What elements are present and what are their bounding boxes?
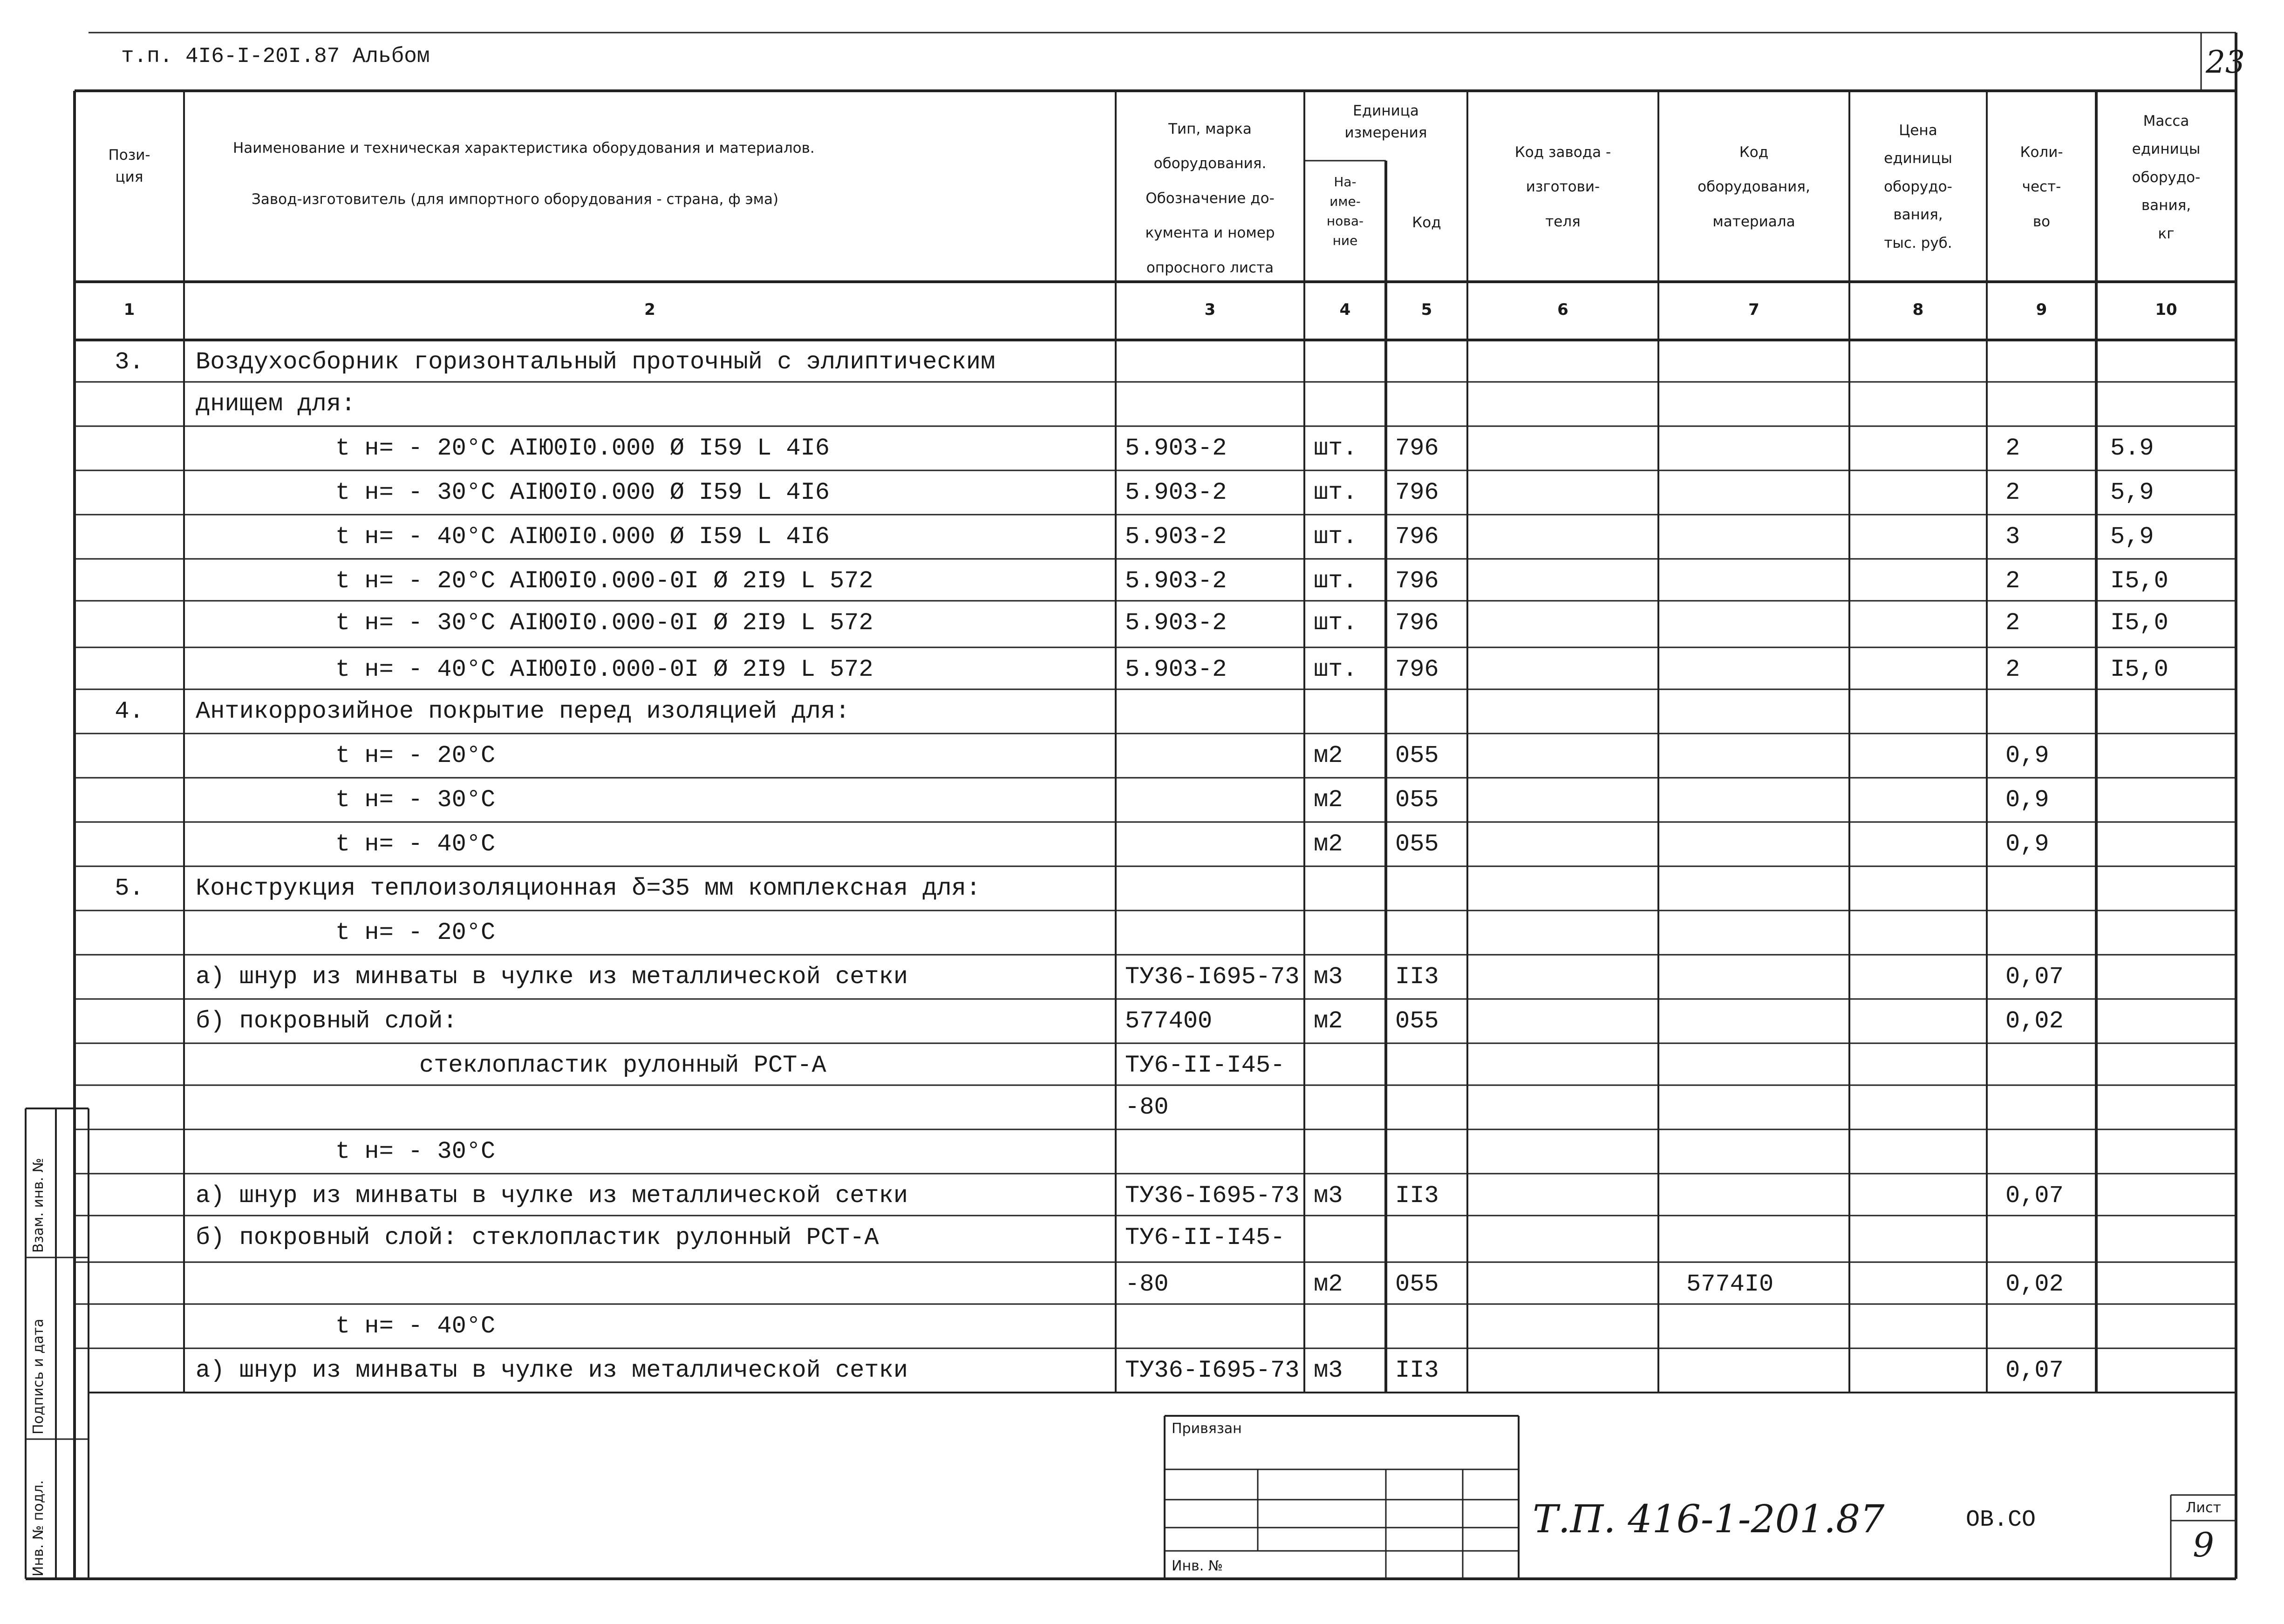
header-position: Пози- ция [108, 147, 150, 185]
header-name-line1: Наименование и техническая характеристика оборудования и материалов. [233, 140, 815, 156]
row-name: днищем для: [196, 390, 356, 418]
row-type: 5.903-2 [1125, 609, 1227, 637]
row-code: 796 [1395, 609, 1439, 637]
row-mat: 5774I0 [1686, 1271, 1774, 1298]
row-name: t н= - 30°С [335, 786, 496, 814]
row-name: t н= - 20°С АIЮ0I0.000 Ø I59 L 4I6 [335, 435, 830, 462]
row-type: 5.903-2 [1125, 523, 1227, 550]
row-qty: 0,07 [2005, 963, 2064, 991]
row-name: t н= - 40°С [335, 1312, 496, 1340]
column-number: 5 [1421, 300, 1432, 319]
header-unit-name: На- име- нова- ние [1326, 174, 1364, 248]
column-number: 7 [1748, 300, 1759, 319]
row-name: t н= - 30°С АIЮ0I0.000 Ø I59 L 4I6 [335, 479, 830, 506]
row-qty: 2 [2005, 479, 2020, 506]
column-number: 1 [123, 300, 135, 319]
column-number: 8 [1912, 300, 1924, 319]
row-type: 5.903-2 [1125, 656, 1227, 683]
row-name: t н= - 30°С [335, 1138, 496, 1165]
row-qty: 2 [2005, 435, 2020, 462]
column-number: 10 [2155, 300, 2177, 319]
header-quantity: Коли- чест- во [2020, 144, 2063, 230]
row-qty: 0,9 [2005, 742, 2049, 769]
row-name: Конструкция теплоизоляционная δ=35 мм комплексная для: [196, 875, 981, 902]
row-mass: I5,0 [2110, 609, 2168, 637]
row-unit: шт. [1314, 656, 1357, 683]
row-unit: м3 [1314, 1182, 1343, 1210]
row-code: 796 [1395, 567, 1439, 595]
side-label-replacement-inventory: Взам. инв. № [30, 1158, 47, 1253]
row-code: II3 [1395, 1182, 1439, 1210]
header-mass: Масса единицы оборудо- вания, кг [2132, 113, 2201, 242]
row-type: 577400 [1125, 1007, 1213, 1035]
row-name: t н= - 20°С АIЮ0I0.000-0I Ø 2I9 L 572 [335, 567, 873, 595]
row-code: 055 [1395, 1271, 1439, 1298]
row-type: 5.903-2 [1125, 435, 1227, 462]
row-mass: 5.9 [2110, 435, 2154, 462]
row-qty: 0,02 [2005, 1271, 2064, 1298]
row-qty: 0,07 [2005, 1182, 2064, 1210]
row-type: ТУ36-I695-73 [1125, 1182, 1300, 1210]
corner-page-number: 23 [2206, 44, 2245, 80]
row-mass: I5,0 [2110, 656, 2168, 683]
row-qty: 0,9 [2005, 830, 2049, 858]
row-unit: м2 [1314, 830, 1343, 858]
bound-label: Привязан [1172, 1420, 1242, 1437]
row-code: 055 [1395, 830, 1439, 858]
header-type: Тип, марка оборудования. Обозначение до- кумента и номер опросного листа [1145, 121, 1275, 276]
row-code: II3 [1395, 1357, 1439, 1384]
row-unit: шт. [1314, 523, 1357, 550]
row-unit: шт. [1314, 567, 1357, 595]
row-type: ТУ6-II-I45- [1125, 1052, 1285, 1079]
row-name: t н= - 40°С [335, 830, 496, 858]
sheet-number: 9 [2193, 1525, 2214, 1564]
row-qty: 3 [2005, 523, 2020, 550]
row-qty: 0,9 [2005, 786, 2049, 814]
document-designation: Т.П. 416-1-201.87 [1533, 1497, 1885, 1542]
side-label-original-inventory: Инв. № подл. [30, 1480, 47, 1576]
row-name: t н= - 20°С [335, 742, 496, 769]
row-code: 796 [1395, 656, 1439, 683]
row-name: t н= - 40°С АIЮ0I0.000-0I Ø 2I9 L 572 [335, 656, 873, 683]
sheet-label: Лист [2185, 1500, 2222, 1516]
column-number: 4 [1339, 300, 1351, 319]
row-name: Антикоррозийное покрытие перед изоляцией для: [196, 698, 850, 725]
header-factory-code: Код завода - изготови- теля [1514, 144, 1611, 230]
header-material-code: Код оборудования, материала [1698, 144, 1810, 230]
row-type: -80 [1125, 1094, 1169, 1121]
row-code: 796 [1395, 479, 1439, 506]
row-unit: м2 [1314, 1007, 1343, 1035]
row-mass: 5,9 [2110, 523, 2154, 550]
row-qty: 2 [2005, 609, 2020, 637]
row-mass: I5,0 [2110, 567, 2168, 595]
row-unit: м3 [1314, 963, 1343, 991]
header-name-line2: Завод-изготовитель (для импортного оборудования - страна, ф эма) [252, 191, 779, 208]
column-number: 3 [1204, 300, 1216, 319]
document-code: ОВ.СО [1966, 1507, 2036, 1533]
row-qty: 0,02 [2005, 1007, 2064, 1035]
row-code: 055 [1395, 786, 1439, 814]
row-name: б) покровный слой: [196, 1007, 457, 1035]
column-number: 9 [2036, 300, 2047, 319]
header-unit-code: Код [1412, 214, 1441, 231]
album-title: т.п. 4I6-I-20I.87 Альбом [121, 44, 430, 68]
inventory-label: Инв. № [1172, 1558, 1223, 1574]
row-code: II3 [1395, 963, 1439, 991]
row-name: t н= - 40°С АIЮ0I0.000 Ø I59 L 4I6 [335, 523, 830, 550]
side-label-signature-date: Подпись и дата [30, 1318, 47, 1434]
row-pos: 3. [115, 348, 144, 376]
row-pos: 5. [115, 875, 144, 902]
row-name: Воздухосборник горизонтальный проточный с эллиптическим [196, 348, 995, 376]
row-unit: шт. [1314, 435, 1357, 462]
row-code: 055 [1395, 1007, 1439, 1035]
header-unit-group: Единица измерения [1344, 102, 1427, 141]
row-qty: 0,07 [2005, 1357, 2064, 1384]
row-qty: 2 [2005, 567, 2020, 595]
column-number: 6 [1557, 300, 1568, 319]
row-unit: м2 [1314, 742, 1343, 769]
row-name: t н= - 20°С [335, 919, 496, 946]
row-name: стеклопластик рулонный РСТ-А [419, 1052, 826, 1079]
row-unit: м3 [1314, 1357, 1343, 1384]
row-type: ТУ36-I695-73 [1125, 963, 1300, 991]
row-name: б) покровный слой: стеклопластик рулонный РСТ-А [196, 1224, 879, 1251]
row-name: а) шнур из минваты в чулке из металлической сетки [196, 963, 908, 991]
column-number: 2 [644, 300, 655, 319]
row-type: ТУ6-II-I45- [1125, 1224, 1285, 1251]
row-unit: шт. [1314, 609, 1357, 637]
row-code: 796 [1395, 435, 1439, 462]
row-name: а) шнур из минваты в чулке из металлической сетки [196, 1357, 908, 1384]
row-type: ТУ36-I695-73 [1125, 1357, 1300, 1384]
row-unit: м2 [1314, 1271, 1343, 1298]
row-mass: 5,9 [2110, 479, 2154, 506]
row-qty: 2 [2005, 656, 2020, 683]
row-type: 5.903-2 [1125, 567, 1227, 595]
row-pos: 4. [115, 698, 144, 725]
row-unit: шт. [1314, 479, 1357, 506]
row-name: а) шнур из минваты в чулке из металлической сетки [196, 1182, 908, 1210]
row-type: -80 [1125, 1271, 1169, 1298]
row-code: 796 [1395, 523, 1439, 550]
header-price: Цена единицы оборудо- вания, тыс. руб. [1884, 122, 1952, 251]
row-code: 055 [1395, 742, 1439, 769]
row-name: t н= - 30°С АIЮ0I0.000-0I Ø 2I9 L 572 [335, 609, 873, 637]
row-type: 5.903-2 [1125, 479, 1227, 506]
row-unit: м2 [1314, 786, 1343, 814]
